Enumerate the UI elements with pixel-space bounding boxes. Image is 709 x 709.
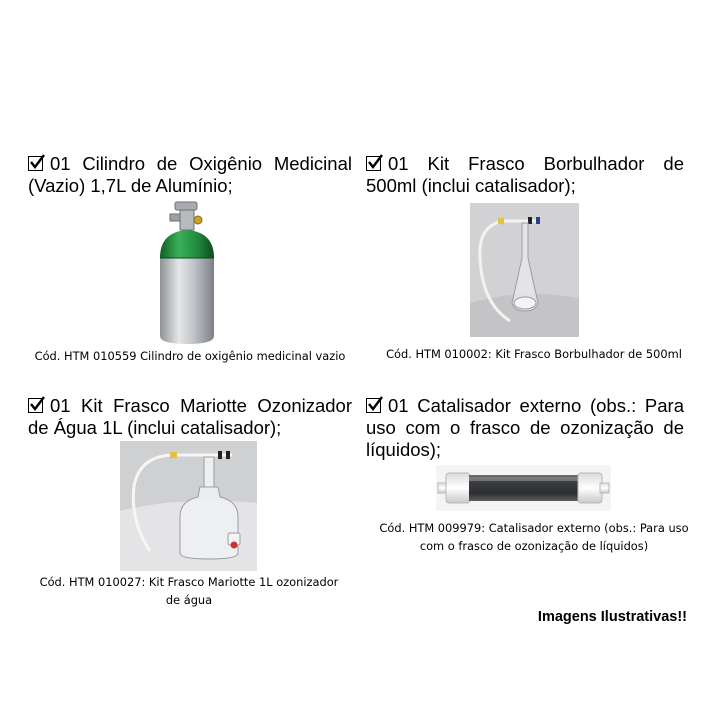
external-catalyst-image <box>436 465 611 511</box>
item-2-caption-text: Cód. HTM 010002: Kit Frasco Borbulhador de 500ml <box>386 347 682 361</box>
checkbox-checked-icon <box>366 398 381 413</box>
item-4-caption-line-1: Cód. HTM 009979: Catalisador externo (obs.: Para uso <box>379 521 689 535</box>
item-4-heading <box>366 395 684 461</box>
item-1-caption-text: Cód. HTM 010559 Cilindro de oxigênio medicinal vazio <box>34 349 346 363</box>
item-3-caption-line-1: Cód. HTM 010027: Kit Frasco Mariotte 1L ozonizador <box>39 575 339 589</box>
item-3-caption-line-2: de água <box>165 593 213 607</box>
item-2-heading-text: 01 Kit Frasco Borbulhador de 500ml (inclui catalisador); <box>366 153 684 196</box>
item-4-heading-text: 01 Catalisador externo (obs.: Para uso com o frasco de ozonização de líquidos); <box>366 395 684 460</box>
illustrative-images-note: Imagens Ilustrativas!! <box>537 609 687 625</box>
oxygen-cylinder-image <box>140 200 235 346</box>
item-3-caption <box>16 573 362 609</box>
checkbox-checked-icon <box>366 156 381 171</box>
item-3-heading-text: 01 Kit Frasco Mariotte Ozonizador de Água 1L (inclui catalisador); <box>28 395 352 438</box>
checkbox-checked-icon <box>28 398 43 413</box>
item-3-heading <box>28 395 352 439</box>
item-1-caption <box>20 347 360 365</box>
checkbox-checked-icon <box>28 156 43 171</box>
item-4-caption-line-2: com o frasco de ozonização de líquidos) <box>419 539 649 553</box>
item-2-heading <box>366 153 684 197</box>
item-1-heading-text: 01 Cilindro de Oxigênio Medicinal (Vazio) 1,7L de Alumínio; <box>28 153 352 196</box>
mariotte-flask-image <box>120 441 257 571</box>
item-4-caption <box>364 519 704 555</box>
bubbler-flask-image <box>470 203 579 337</box>
item-2-caption <box>364 345 704 363</box>
item-1-heading <box>28 153 352 197</box>
